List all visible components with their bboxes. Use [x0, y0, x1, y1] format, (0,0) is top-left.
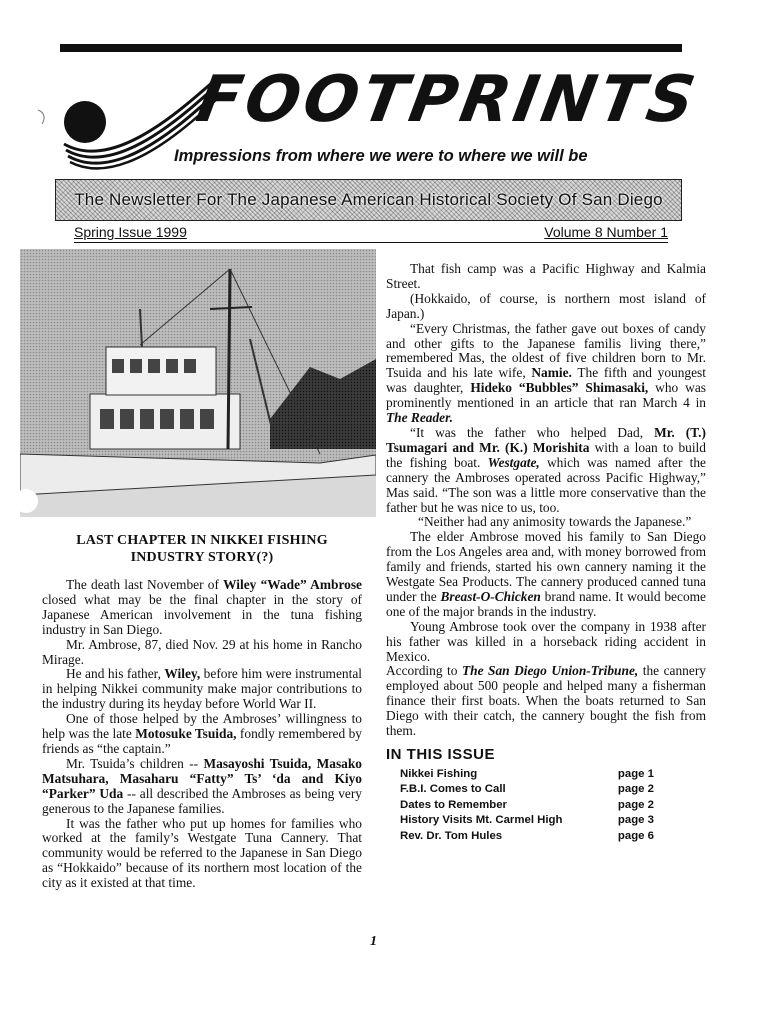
article-paragraph: “Neither had any animosity towards the Japanese.”: [418, 514, 692, 530]
toc-row: History Visits Mt. Carmel High page 3: [400, 814, 654, 827]
article-paragraph: It was the father who put up homes for families who worked at the family’s Westgate Tuna Cannery. That community would be referred to the Japanese in San Diego as “Hokkaido” because of its northern most location of the city as it existed at that time.: [42, 815, 362, 891]
masthead-title: FOOTPRINTS: [191, 63, 705, 137]
article-paragraph: “It was the father who helped Dad, Mr. (T.) Tsumagari and Mr. (K.) Morishita with a loan to build the fishing boat. Westgate, which was named after the cannery the Ambroses operated across Pacific Highway,” Mas said. “The son was a little more conservative than the father but he was nice to us, too.: [386, 424, 706, 515]
issue-info-line: [74, 226, 668, 243]
article-paragraph: One of those helped by the Ambroses’ willingness to help was the late Motosuke Tsuida, fondly remembered by friends as “the captain.”: [42, 711, 362, 756]
article-paragraph: Young Ambrose took over the company in 1938 after his father was killed in a horseback riding accident in Mexico.: [386, 618, 706, 664]
in-this-issue-title: IN THIS ISSUE: [386, 746, 496, 763]
masthead-tagline: Impressions from where we were to where we will be: [174, 147, 588, 165]
in-this-issue-box: [386, 748, 706, 844]
banner-text: The Newsletter For The Japanese American Historical Society Of San Diego: [74, 190, 663, 209]
toc-row: F.B.I. Comes to Call page 2: [400, 783, 654, 796]
article-paragraph: The elder Ambrose moved his family to San Diego from the Los Angeles area and, with money borrowed from family and friends, started his own cannery naming it the Westgate Sea Products. The cannery produced canned tuna under the Breast-O-Chicken brand name. It would become one of the major brands in the industry.: [386, 529, 706, 619]
article-right-column: [386, 262, 706, 844]
article-paragraph: Mr. Tsuida’s children -- Masayoshi Tsuida, Masako Matsuhara, Masaharu “Fatty” Ts’ ‘da and Kiyo “Parker” Uda -- all described the Ambroses as being very generous to the Japanese families.: [42, 755, 362, 816]
toc-row: Nikkei Fishing page 1: [400, 767, 654, 780]
masthead-top-rule: [60, 44, 682, 52]
article-paragraph: That fish camp was a Pacific Highway and Kalmia Street.: [386, 261, 706, 291]
newsletter-banner: [55, 179, 682, 221]
issue-volume: Volume 8 Number 1: [544, 224, 668, 240]
toc-row: Rev. Dr. Tom Hules page 6: [400, 829, 654, 842]
article-paragraph: He and his father, Wiley, before him were instrumental in helping Nikkei community make major contributions to the industry during its heyday before World War II.: [42, 666, 362, 712]
issue-season: Spring Issue 1999: [74, 224, 187, 240]
article-paragraph: The death last November of Wiley “Wade” Ambrose closed what may be the final chapter in the story of Japanese American involvement in the tuna fishing industry in San Diego.: [42, 577, 362, 637]
toc-row: Dates to Remember page 2: [400, 798, 654, 811]
article-paragraph: (Hokkaido, of course, is northern most island of Japan.): [386, 290, 706, 321]
article-paragraph: “Every Christmas, the father gave out boxes of candy and other gifts to the Japanese familis living there,” remembered Mas, the oldest of five children born to Mr. Tsuida and his late wife, Namie. The fifth and youngest was daughter, Hideko “Bubbles” Shimasaki, who was prominently mentioned in an article that ran March 4 in The Reader.: [386, 320, 706, 426]
article-left-column: [42, 532, 362, 891]
article-headline: LAST CHAPTER IN NIKKEI FISHING INDUSTRY STORY(?): [76, 533, 328, 565]
page-number: 1: [370, 934, 377, 949]
fishing-boat-photo: [20, 249, 376, 517]
article-paragraph: Mr. Ambrose, 87, died Nov. 29 at his home in Rancho Mirage.: [42, 636, 362, 667]
article-paragraph: According to The San Diego Union-Tribune, the cannery employed about 500 people and helped many a fisherman finance their first boats. When the boats returned to San Diego with their catch, the cannery bought the fish from them.: [386, 663, 706, 739]
